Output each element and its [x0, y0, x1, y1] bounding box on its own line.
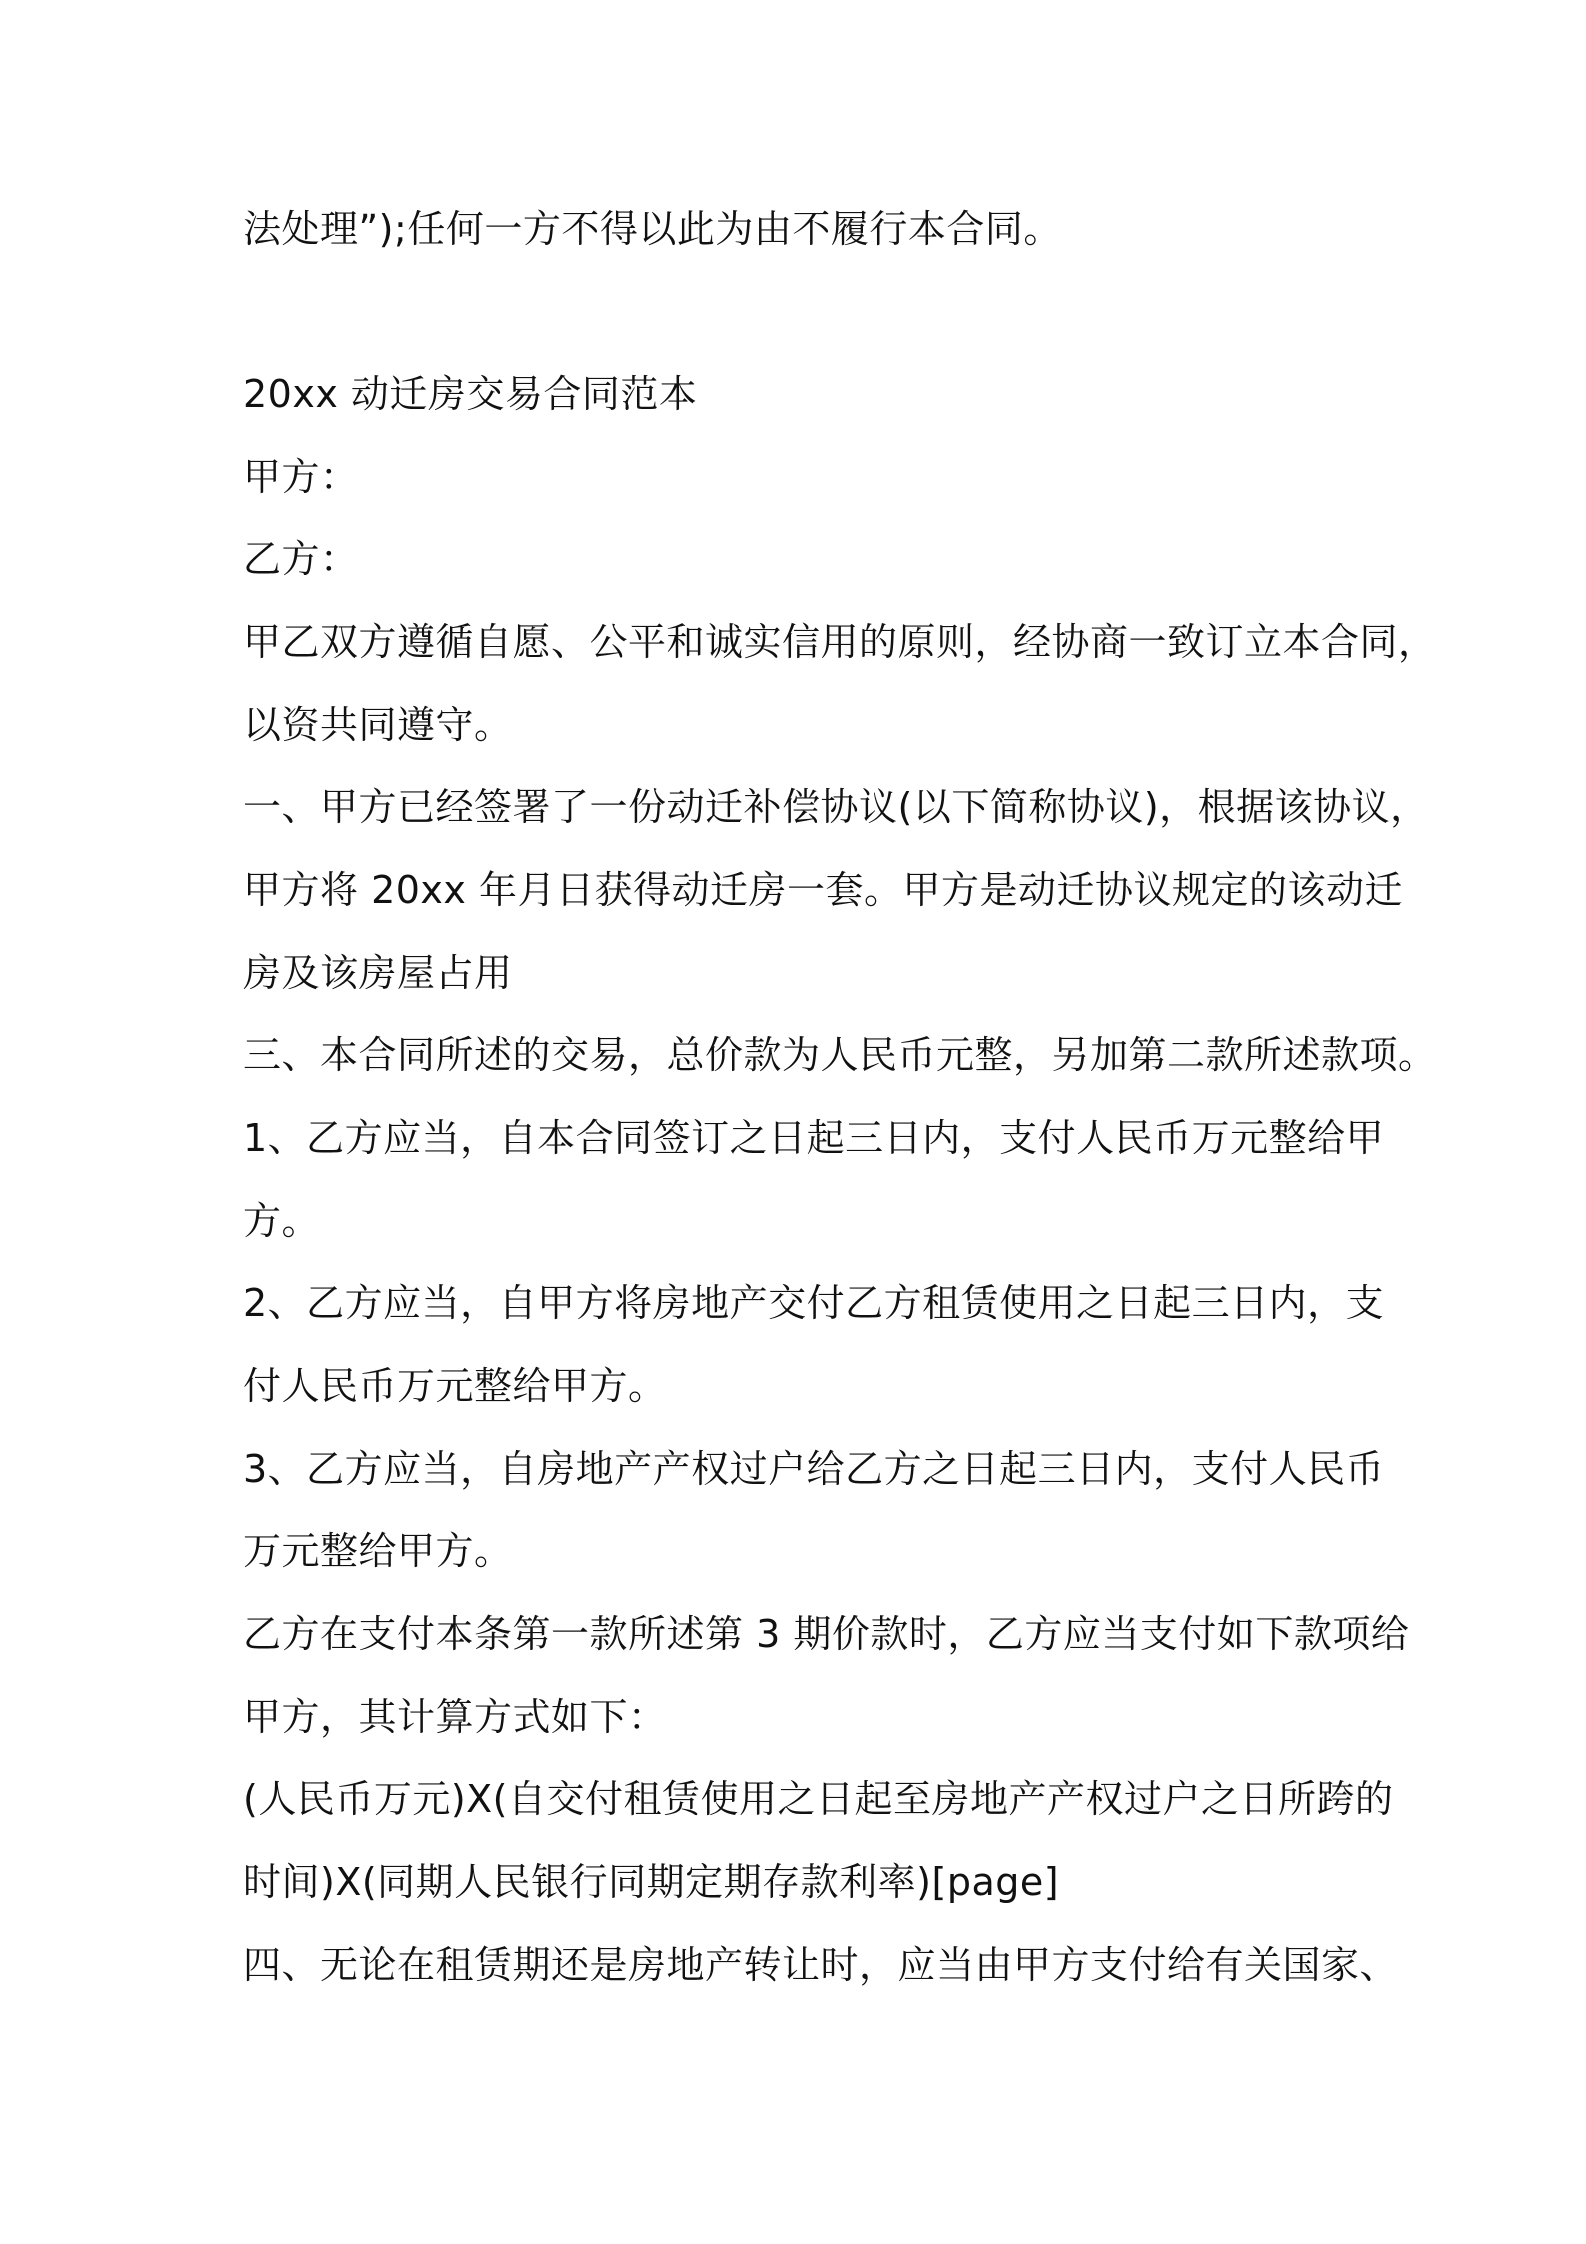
- text-line-6: 以资共同遵守。: [243, 703, 513, 747]
- text-line-18: 甲方，其计算方式如下：: [243, 1695, 667, 1739]
- text-line-17: 乙方在支付本条第一款所述第 3 期价款时，乙方应当支付如下款项给: [243, 1612, 1410, 1656]
- text-line-12: 方。: [243, 1199, 321, 1243]
- party-b-label: 乙方：: [243, 537, 359, 581]
- text-line-10: 三、本合同所述的交易，总价款为人民币元整，另加第二款所述款项。: [243, 1033, 1437, 1077]
- text-line-20: 时间)X(同期人民银行同期定期存款利率)[page]: [243, 1860, 1060, 1904]
- document-title: 20xx 动迁房交易合同范本: [243, 372, 698, 416]
- text-line-13: 2、乙方应当，自甲方将房地产交付乙方租赁使用之日起三日内，支: [243, 1281, 1385, 1325]
- text-line-1: 法处理”);任何一方不得以此为由不履行本合同。: [243, 207, 1062, 251]
- text-line-14: 付人民币万元整给甲方。: [243, 1364, 667, 1408]
- text-line-7: 一、甲方已经签署了一份动迁补偿协议(以下简称协议)，根据该协议，: [243, 785, 1429, 829]
- text-line-8: 甲方将 20xx 年月日获得动迁房一套。甲方是动迁协议规定的该动迁: [243, 868, 1403, 912]
- party-a-label: 甲方：: [243, 455, 359, 499]
- text-line-11: 1、乙方应当，自本合同签订之日起三日内，支付人民币万元整给甲: [243, 1116, 1385, 1160]
- text-line-16: 万元整给甲方。: [243, 1529, 513, 1573]
- text-line-9: 房及该房屋占用: [243, 951, 513, 995]
- text-line-15: 3、乙方应当，自房地产产权过户给乙方之日起三日内，支付人民币: [243, 1447, 1385, 1491]
- text-line-19: (人民币万元)X(自交付租赁使用之日起至房地产产权过户之日所跨的: [243, 1777, 1394, 1821]
- text-line-5: 甲乙双方遵循自愿、公平和诚实信用的原则，经协商一致订立本合同，: [243, 620, 1437, 664]
- text-line-21: 四、无论在租赁期还是房地产转让时，应当由甲方支付给有关国家、: [243, 1943, 1399, 1987]
